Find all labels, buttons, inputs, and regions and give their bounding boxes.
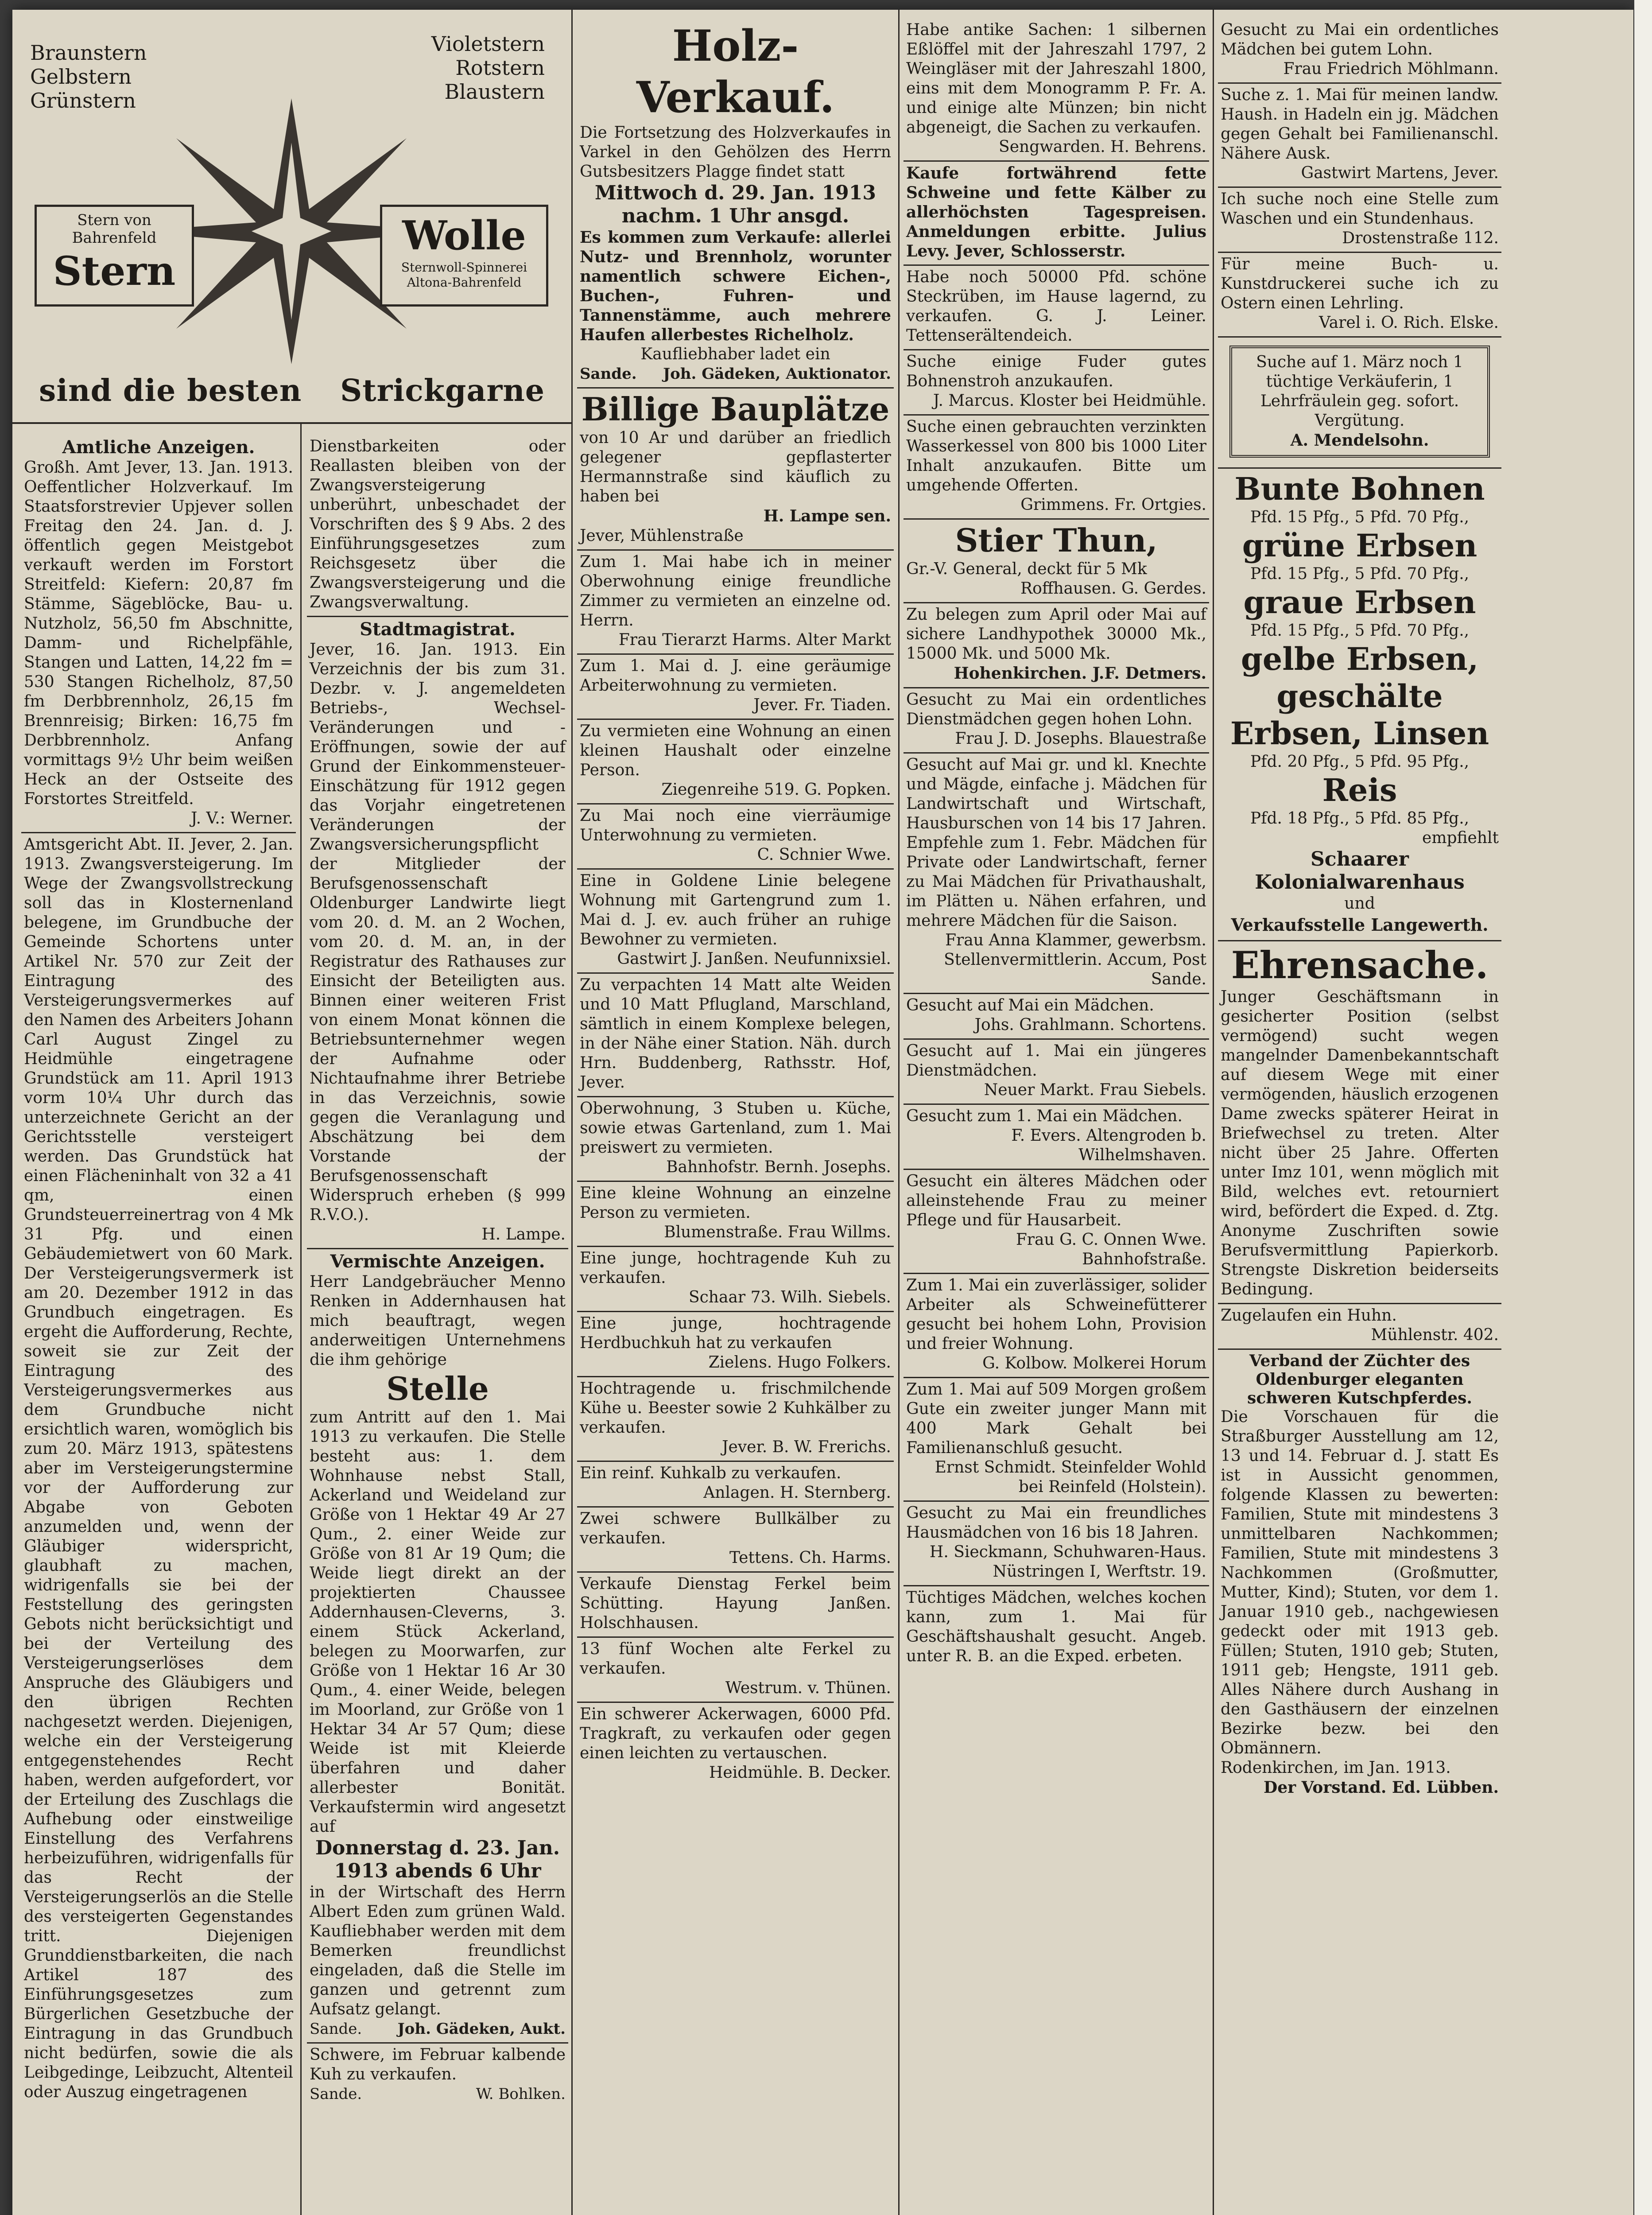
ad-small: Zu vermieten eine Wohnung an einen kleinen Haushalt oder einzelne Person. Ziegenreihe 519. G. Popken. [577,720,894,804]
ad-small: Eine in Goldene Linie belegene Wohnung mit Gartengrund zum 1. Mai d. J. ev. auch früher an ruhige Bewohner zu vermieten. Gastwirt J. Janßen. Neufunnixsiel. [577,870,894,974]
star-wool-ad [12,10,571,424]
wolle-badge: Wolle Sternwoll-Spinnerei Altona-Bahrenfeld [380,205,548,307]
ad-small: Zu belegen zum April oder Mai auf sichere Landhypothek 30000 Mk., 15000 Mk. und 5000 Mk. Hohenkirchen. J.F. Detmers. [904,603,1209,688]
column-rule [571,10,573,2215]
ad-small: Habe antike Sachen: 1 silbernen Eßlöffel mit der Jahreszahl 1797, 2 Weingläser mit der Jahreszahl 1800, eins mit dem Monogramm P. Fr. A. und einige alte Münzen; bin nicht abgeneigt, die Sachen zu verkaufen. Sengwarden. H. Behrens. [904,19,1209,162]
column-1 [21,435,296,2215]
column-4 [904,19,1209,2215]
ad-small: Zugelaufen ein Huhn. Mühlenstr. 402. [1218,1304,1501,1350]
ad-small: Gesucht ein älteres Mädchen oder alleinstehende Frau zu meiner Pflege und für Hausarbeit. Frau G. C. Onnen Wwe. Bahnhofstraße. [904,1170,1209,1274]
left-labels: Braunstern Gelbstern Grünstern [30,41,147,113]
stelle-title: Stelle [386,1370,489,1407]
ad-small: Zu Mai noch eine vierräumige Unterwohnung zu vermieten. C. Schnier Wwe. [577,804,894,870]
ad-small: Gesucht zu Mai ein ordentliches Mädchen bei gutem Lohn. Frau Friedrich Möhlmann. [1218,19,1501,84]
ad-small: Suche einige Fuder gutes Bohnenstroh anzukaufen. J. Marcus. Kloster bei Heidmühle. [904,350,1209,416]
ad-small: Suche z. 1. Mai für meinen landw. Haush. in Hadeln ein jg. Mädchen gegen Gehalt bei Familienanschl. Nähere Ausk. Gastwirt Martens, Jever. [1218,84,1501,188]
ad-bauplaetze: Billige Bauplätze von 10 Ar und darüber an friedlich gelegener gepflasterter Hermannstraße sind käuflich zu haben bei H. Lampe sen. Jever, Mühlenstraße [577,389,894,551]
ad-slogan-right: Strickgarne [340,373,545,408]
ad-vegetables: Bunte Bohnen Pfd. 15 Pfg., 5 Pfd. 70 Pfg., grüne Erbsen Pfd. 15 Pfg., 5 Pfd. 70 Pfg., graue Erbsen Pfd. 15 Pfg., 5 Pfd. 70 Pfg., gelbe Erbsen, geschälte Erbsen, Linsen Pfd. 20 Pfg., 5 Pfd. 95 Pfg., Reis Pfd. 18 Pfg., 5 Pfd. 85 Pfg., empfiehlt Schaarer Kolonialwarenhaus und Verkaufsstelle Langewerth. [1218,469,1501,941]
notice-stadtmagistrat: Stadtmagistrat. Jever, 16. Jan. 1913. Ein Verzeichnis der bis zum 31. Dezbr. v. J. angemeldeten Betriebs-, Wechsel-Veränderungen und -Eröffnungen, sowie der auf Grund der Einkommensteuer-Einschätzung für 1912 gegen das Vorjahr eingetretenen Veränderungen der Zwangsversicherungspflicht der Mitglieder der Berufsgenossenschaft Oldenburger Landwirte liegt vom 20. d. M. an 2 Wochen, vom 20. d. M. an, in der Registratur des Rathauses zur Einsicht der Beteiligten aus. Binnen einer weiteren Frist von einem Monat können die Betriebsunternehmer wegen der Aufnahme oder Nichtaufnahme ihrer Betriebe in das Verzeichnis, sowie gegen die Veranlagung und Abschätzung bei dem Vorstande der Berufsgenossenschaft Widerspruch erheben (§ 999 R.V.O.). H. Lampe. [307,617,568,1249]
stelle-date: Donnerstag d. 23. Jan. 1913 abends 6 Uhr [315,1837,560,1882]
notice-forest-sale: Amtliche Anzeigen. Großh. Amt Jever, 13. Jan. 1913. Oeffentlicher Holzverkauf. Im Staatsforstrevier Upjever sollen Freitag den 24. Jan. d. J. öffentlich gegen Meistgebot verkauft werden im Forstort Streitfeld: Kiefern: 20,87 fm Stämme, Sägeblöcke, Bau- u. Nutzholz, 56,50 fm Abschnitte, Damm- und Richelpfähle, Stangen und Latten, 14,22 fm = 530 Stangen Richelholz, 87,50 fm Derbbrennholz, 26,15 fm Brennreisig; Birken: 16,75 fm Derbbrennholz. Anfang vormittags 9½ Uhr beim weißen Heck an der Ostseite des Forstortes Streitfeld. J. V.: Werner. [21,435,296,833]
ad-small: Gesucht zu Mai ein ordentliches Dienstmädchen gegen hohen Lohn. Frau J. D. Josephs. Blauestraße [904,688,1209,754]
ad-small: Ein reinf. Kuhkalb zu verkaufen. Anlagen. H. Sternberg. [577,1462,894,1508]
ad-small: Tüchtiges Mädchen, welches kochen kann, zum 1. Mai für Geschäftshaushalt gesucht. Angeb. unter R. B. an die Exped. erbeten. [906,1589,1206,1665]
ad-small: 13 fünf Wochen alte Ferkel zu verkaufen. Westrum. v. Thünen. [577,1638,894,1703]
ad-small: Gesucht auf Mai ein Mädchen. Johs. Grahlmann. Schortens. [904,994,1209,1040]
ad-small: Zum 1. Mai auf 509 Morgen großem Gute ein zweiter junger Mann mit 400 Mark Gehalt bei Familienanschluß gesucht. Ernst Schmidt. Steinfelder Wohld bei Reinfeld (Holstein). [904,1378,1209,1502]
ad-small: Zu verpachten 14 Matt alte Weiden und 10 Matt Pflugland, Marschland, sämtlich in einem Komplexe belegen, in der Nähe einer Station. Näh. durch Hrn. Buddenberg, Rathsstr. Hof, Jever. [577,974,894,1097]
stern-badge: Stern von Bahrenfeld Stern [35,205,194,307]
ad-small: Eine junge, hochtragende Herdbuchkuh hat zu verkaufen Zielens. Hugo Folkers. [577,1312,894,1377]
ad-small: Für meine Buch- u. Kunstdruckerei suche ich zu Ostern einen Lehrling. Varel i. O. Rich. Elske. [1218,253,1501,338]
notice-auction: Amtsgericht Abt. II. Jever, 2. Jan. 1913. Zwangsversteigerung. Im Wege der Zwangsvollstreckung soll das in Klosternenland belegene, im Grundbuche der Gemeinde Schortens unter Artikel Nr. 570 zur Zeit der Eintragung des Versteigerungsvermerkes auf den Namen des Arbeiters Johann Carl August Zingel zu Heidmühle eingetragene Grundstück am 11. April 1913 vorm 10¼ Uhr durch das unterzeichnete Gericht an der Gerichtsstelle versteigert werden. Das Grundstück hat einen Flächeninhalt von 32 a 41 qm, einen Grundsteuerreinertrag von 4 Mk 31 Pfg. und einen Gebäudemietwert von 60 Mark. Der Versteigerungsvermerk ist am 20. Dezember 1912 in das Grundbuch eingetragen. Es ergeht die Aufforderung, Rechte, soweit sie zur Zeit der Eintragung des Versteigerungsvermerkes aus dem Grundbuche nicht ersichtlich waren, womöglich bis zum 20. März 1913, spätestens aber im Versteigerungstermine vor der Aufforderung zur Abgabe von Geboten anzumelden und, wenn der Gläubiger widerspricht, glaubhaft zu machen, widrigenfalls sie bei der Feststellung des geringsten Gebots nicht berücksichtigt und bei der Verteilung des Versteigerungserlöses dem Anspruche des Gläubigers und den übrigen Rechten nachgesetzt werden. Diejenigen, welche ein der Versteigerung entgegenstehendes Recht haben, werden aufgefordert, vor der Erteilung des Zuschlags die Aufhebung oder einstweilige Einstellung des Verfahrens herbeizuführen, widrigenfalls für das Recht der Versteigerungserlös an die Stelle des versteigerten Gegenstandes tritt. Diejenigen Grunddienstbarkeiten, die nach Artikel 187 des Einführungsgesetzes zum Bürgerlichen Gesetzbuche der Eintragung in das Grundbuch nicht bedürfen, sowie die als Leibgedinge, Leibzucht, Altenteil oder Auszug eingetragenen [24,835,293,2101]
ad-small: Gesucht auf 1. Mai ein jüngeres Dienstmädchen. Neuer Markt. Frau Siebels. [904,1040,1209,1105]
ad-small: Gesucht zu Mai ein freundliches Hausmädchen von 16 bis 18 Jahren. H. Sieckmann, Schuhwaren-Haus. Nüstringen I, Werftstr. 19. [904,1502,1209,1586]
ad-ehrensache: Ehrensache. Junger Geschäftsmann in gesicherter Position (selbst vermögend) sucht wegen mangelnder Damenbekanntschaft auf diesem Wege mit einer vermögenden, häuslich erzogenen Dame zwecks späterer Heirat in Briefwechsel zu treten. Alter nicht über 25 Jahre. Offerten unter Imz 101, wenn möglich mit Bild, welches evt. retourniert wird, befördert die Exped. d. Ztg. Anonyme Zuschriften sowie Berufsvermittlung Papierkorb. Strengste Diskretion beiderseits Bedingung. [1218,941,1501,1304]
ad-stier: Stier Thun, Gr.-V. General, deckt für 5 Mk Roffhausen. G. Gerdes. [904,520,1209,603]
column-rule [1213,10,1214,2215]
ad-small: Zum 1. Mai d. J. eine geräumige Arbeiterwohnung zu vermieten. Jever. Fr. Tiaden. [577,655,894,720]
ad-small: Eine kleine Wohnung an einzelne Person zu vermieten. Blumenstraße. Frau Willms. [577,1182,894,1247]
column-rule [300,424,302,2215]
ad-cow: Schwere, im Februar kalbende Kuh zu verkaufen. Sande. W. Bohlken. [310,2046,566,2103]
ad-holz-verkauf: Holz-Verkauf. Die Fortsetzung des Holzverkaufes in Varkel in den Gehölzen des Herrn Gutsbesitzers Plagge findet statt Mittwoch d. 29. Jan. 1913 nachm. 1 Uhr ansgd. Es kommen zum Verkaufe: allerlei Nutz- und Brennholz, worunter namentlich schwere Eichen-, Buchen-, Fuhren- und Tannenstämme, auch mehrere Haufen allerbestes Richelholz. Kaufliebhaber ladet ein Sande. Joh. Gädeken, Auktionator. [577,19,894,389]
ad-small: Eine junge, hochtragende Kuh zu verkaufen. Schaar 73. Wilh. Siebels. [577,1247,894,1312]
ad-boxed-verkaeuferin: Suche auf 1. März noch 1 tüchtige Verkäuferin, 1 Lehrfräulein geg. sofort. Vergütung. A. Mendelsohn. [1218,338,1501,469]
ad-small: Ein schwerer Ackerwagen, 6000 Pfd. Tragkraft, zu verkaufen oder gegen einen leichten zu vertauschen. Heidmühle. B. Decker. [580,1705,891,1782]
ad-small: Gesucht zum 1. Mai ein Mädchen. F. Evers. Altengroden b. Wilhelmshaven. [904,1105,1209,1170]
column-5 [1218,19,1501,2215]
column-3 [577,19,894,2215]
notice-continued: Dienstbarkeiten oder Reallasten bleiben von der Zwangsversteigerung unberührt, unbeschadet der Vorschriften des § 9 Abs. 2 des Einführungsgesetzes zum Reichsgesetz über die Zwangsversteigerung und die Zwangsverwaltung. [307,435,568,617]
ad-small: Oberwohnung, 3 Stuben u. Küche, sowie etwas Gartenland, zum 1. Mai preiswert zu vermieten. Bahnhofstr. Bernh. Josephs. [577,1097,894,1182]
ad-small: Verkaufe Dienstag Ferkel beim Schütting. Hayung Janßen. Holschhausen. [577,1573,894,1638]
ad-small: Hochtragende u. frischmilchende Kühe u. Beester sowie 2 Kuhkälber zu verkaufen. Jever. B. W. Frerichs. [577,1377,894,1462]
newspaper-page [12,10,1633,2215]
ad-verband: Verband der Züchter des Oldenburger eleganten schweren Kutschpferdes. Die Vorschauen für die Straßburger Ausstellung am 12, 13 und 14. Februar d. J. statt Es ist in Aussicht genommen, folgende Klassen zu bewerten: Familien, Stute mit mindestens 3 unmittelbaren Nachkommen; Familien, Stute mit mindestens 3 Nachkommen (Großmutter, Mutter, Kind); Stuten, vor dem 1. Januar 1910 geb., nachgewiesen gedeckt oder mit 1913 geb. Füllen; Stuten, 1910 geb; Stuten, 1911 geb; Hengste, 1911 geb. Alles Nähere durch Aushang in den Gasthäusern der einzelnen Bezirke bezw. bei den Obmännern. Rodenkirchen, im Jan. 1913. Der Vorstand. Ed. Lübben. [1221,1352,1499,1797]
ad-small: Ich suche noch eine Stelle zum Waschen und ein Stundenhaus. Drostenstraße 112. [1218,188,1501,253]
column-rule [898,10,900,2215]
ad-small: Kaufe fortwährend fette Schweine und fette Kälber zu allerhöchsten Tagespreisen. Anmeldungen erbitte. Julius Levy. Jever, Schlosserstr. [904,162,1209,266]
ad-small: Gesucht auf Mai gr. und kl. Knechte und Mägde, einfache j. Mädchen für Landwirtschaft und Wirtschaft, Hausburschen von 14 bis 17 Jahren. Empfehle zum 1. Febr. Mädchen für Private oder Landwirtschaft, ferner zu Mai Mädchen für Privathaushalt, im Plätten u. Nähen erfahren, und mehrere Mädchen für die Saison. Frau Anna Klammer, gewerbsm. Stellenvermittlerin. Accum, Post Sande. [904,754,1209,994]
ad-slogan-left: sind die besten [39,373,302,408]
right-labels: Violetstern Rotstern Blaustern [431,32,545,104]
ad-small: Suche einen gebrauchten verzinkten Wasserkessel von 800 bis 1000 Liter Inhalt anzukaufen. Bitte um umgehende Offerten. Grimmens. Fr. Ortgies. [904,416,1209,520]
ad-small: Zum 1. Mai ein zuverlässiger, solider Arbeiter als Schweinefütterer gesucht bei hohem Lohn, Provision und freier Wohnung. G. Kolbow. Molkerei Horum [904,1274,1209,1378]
column-2 [307,435,568,2215]
ad-small: Zwei schwere Bullkälber zu verkaufen. Tettens. Ch. Harms. [577,1508,894,1573]
ad-small: Habe noch 50000 Pfd. schöne Steckrüben, im Hause lagernd, zu verkaufen. G. J. Leiner. Tettenserältendeich. [904,266,1209,350]
ad-small: Zum 1. Mai habe ich in meiner Oberwohnung einige freundliche Zimmer zu vermieten an einzelne od. Herrn. Frau Tierarzt Harms. Alter Markt [577,551,894,655]
notice-vermischte: Vermischte Anzeigen. Herr Landgebräucher Menno Renken in Addernhausen hat mich beauftragt, wegen anderweitigen Unternehmens die ihm gehörige Stelle zum Antritt auf den 1. Mai 1913 zu verkaufen. Die Stelle besteht aus: 1. dem Wohnhause nebst Stall, Ackerland und Weideland zur Größe von 1 Hektar 49 Ar 27 Qum., 2. einer Weide zur Größe von 81 Ar 19 Qum; die Weide liegt direkt an der projektierten Chaussee Addernhausen-Cleverns, 3. einem Stück Ackerland, belegen zu Moorwarfen, zur Größe von 1 Hektar 16 Ar 30 Qum., 4. einer Weide, belegen im Moorland, zur Größe von 1 Hektar 34 Ar 57 Qum; diese Weide ist mit Kleierde überfahren und daher allerbester Bonität. Verkaufstermin wird angesetzt auf Donnerstag d. 23. Jan. 1913 abends 6 Uhr in der Wirtschaft des Herrn Albert Eden zum grünen Wald. Kaufliebhaber werden mit dem Bemerken freundlichst eingeladen, daß die Stelle im ganzen und getrennt zum Aufsatz gelangt. Sande. Joh. Gädeken, Aukt. [307,1249,568,2044]
page-gutter [1634,0,1652,2215]
